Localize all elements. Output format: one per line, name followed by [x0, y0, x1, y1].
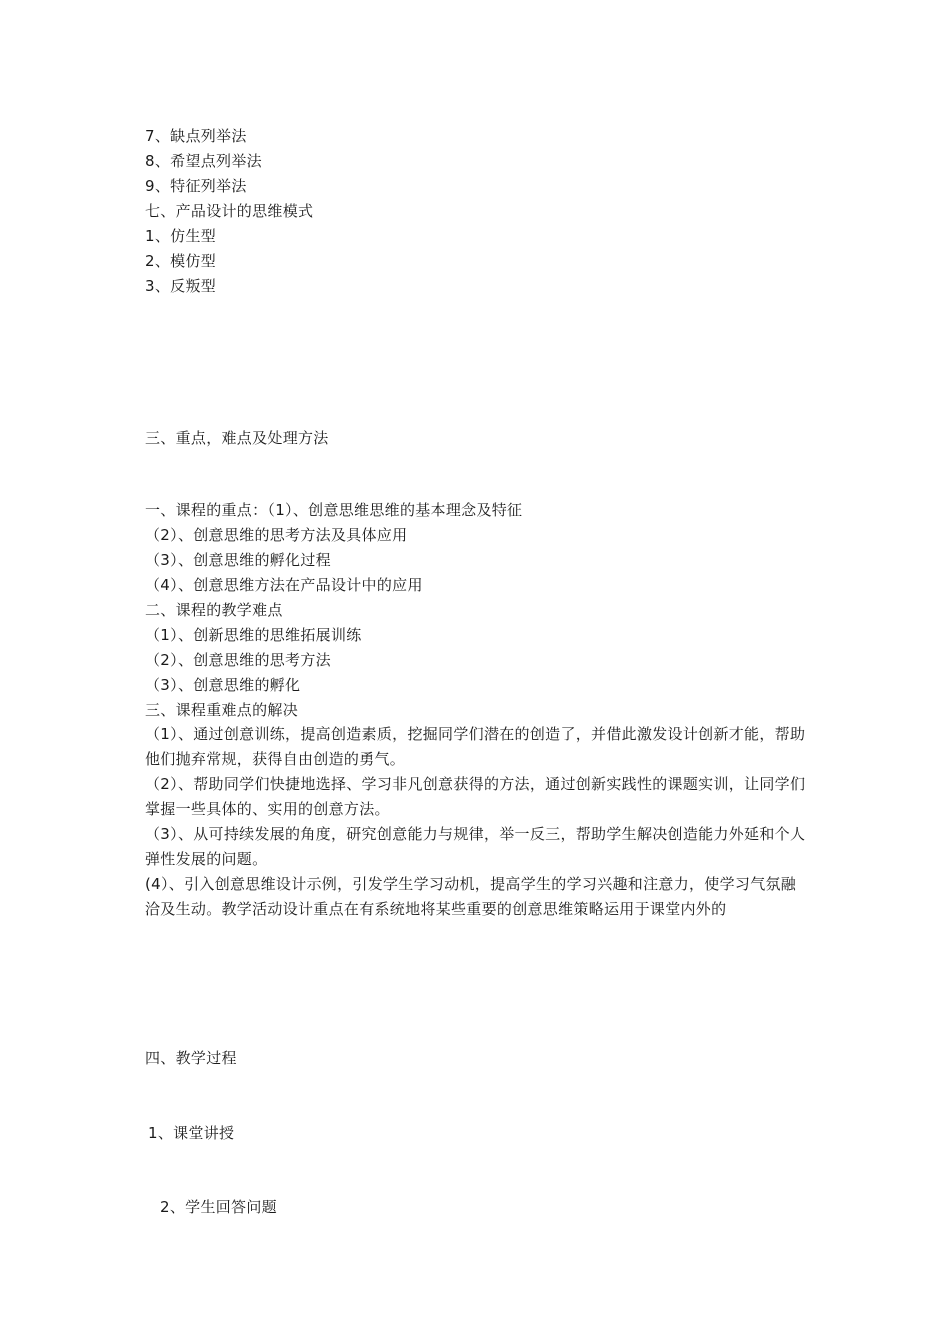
text-line: 一、课程的重点：（1）、创意思维思维的基本理念及特征	[145, 501, 523, 519]
text-line: 二、课程的教学难点	[145, 601, 283, 619]
paragraph: （1）、通过创意训练，提高创造素质，挖掘同学们潜在的创造了，并借此激发设计创新才能，帮助他们抛弃常规，获得自由创造的勇气。	[145, 725, 806, 768]
list-item: 1、课堂讲授	[148, 1124, 235, 1142]
paragraph: (4）、引入创意思维设计示例，引发学生学习动机，提高学生的学习兴趣和注意力，使学习气氛融洽及生动。教学活动设计重点在有系统地将某些重要的创意思维策略运用于课堂内外的	[145, 875, 797, 918]
list-item: 1、仿生型	[145, 227, 217, 245]
section-heading: 三、重点，难点及处理方法	[145, 429, 329, 447]
paragraph: （2）、帮助同学们快捷地选择、学习非凡创意获得的方法，通过创新实践性的课题实训，让同学们掌握一些具体的、实用的创意方法。	[145, 775, 806, 818]
section-heading: 七、产品设计的思维模式	[145, 202, 314, 220]
list-item: 3、反叛型	[145, 277, 217, 295]
list-item: 2、学生回答问题	[160, 1198, 277, 1216]
text-line: （1）、创新思维的思维拓展训练	[145, 626, 362, 644]
text-line: （2）、创意思维的思考方法	[145, 651, 331, 669]
text-line: 三、课程重难点的解决	[145, 701, 299, 719]
list-item: 9、特征列举法	[145, 177, 247, 195]
list-item: 7、缺点列举法	[145, 127, 247, 145]
text-line: （2）、创意思维的思考方法及具体应用	[145, 526, 408, 544]
list-item: 2、模仿型	[145, 252, 217, 270]
text-line: （3）、创意思维的孵化过程	[145, 551, 331, 569]
text-line: （4）、创意思维方法在产品设计中的应用	[145, 576, 423, 594]
section-heading: 四、教学过程	[145, 1049, 237, 1067]
paragraph: （3）、从可持续发展的角度，研究创意能力与规律，举一反三，帮助学生解决创造能力外延和个人弹性发展的问题。	[145, 825, 806, 868]
text-line: （3）、创意思维的孵化	[145, 676, 301, 694]
list-item: 8、希望点列举法	[145, 152, 262, 170]
